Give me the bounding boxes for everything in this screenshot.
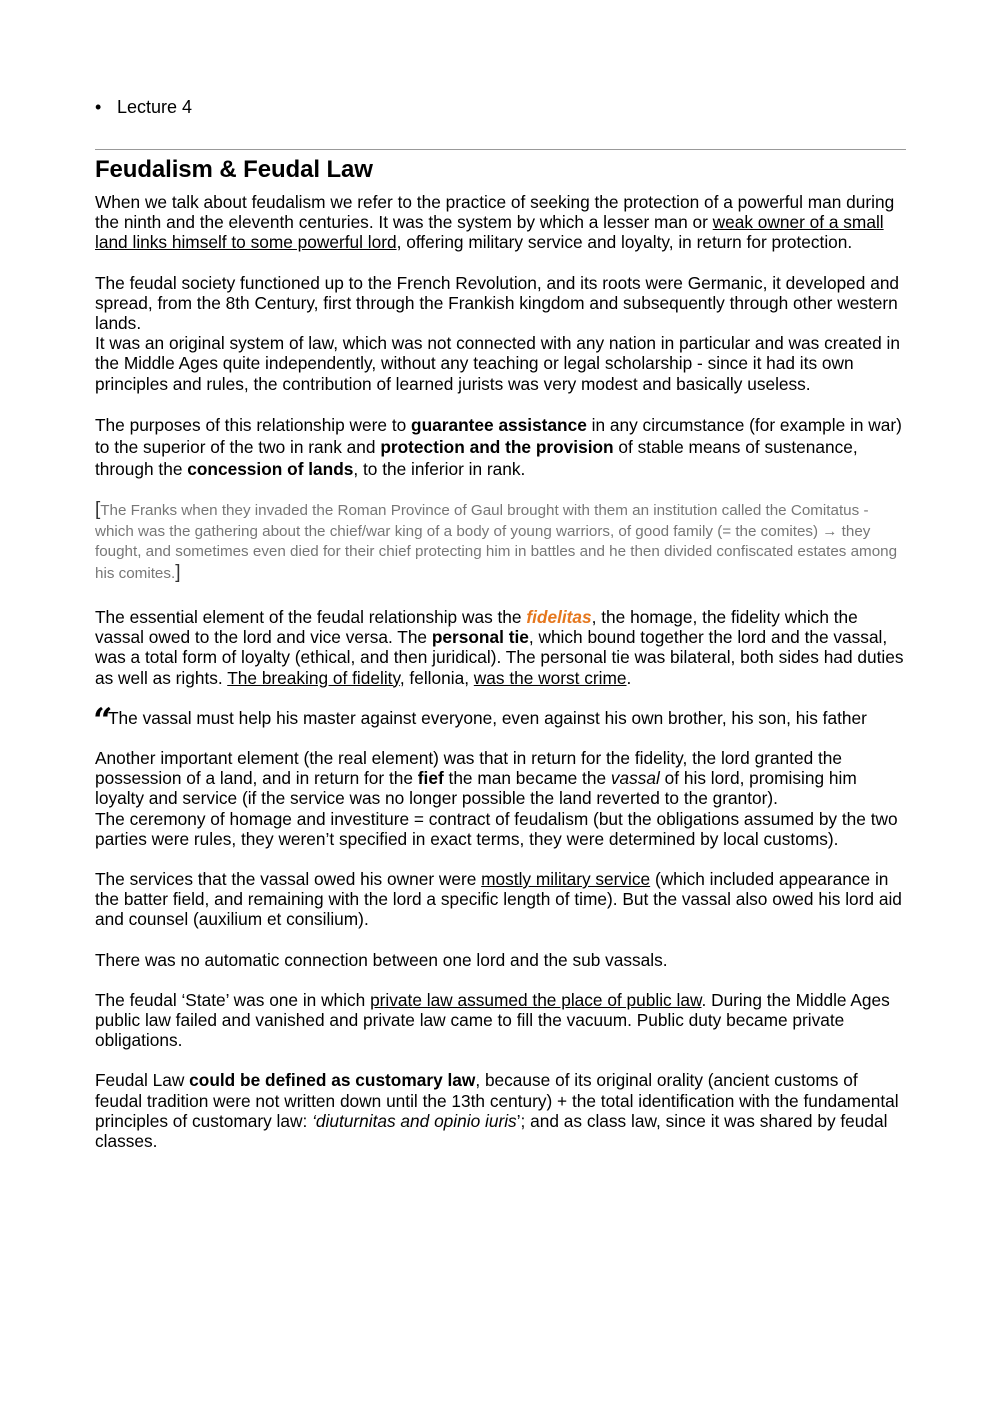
document-body: [95, 192, 906, 1171]
paragraph-8: [95, 990, 906, 1051]
text-span: .: [626, 667, 632, 688]
underlined-text: was the worst crime: [473, 667, 627, 688]
bold-text: protection and the provision: [380, 436, 614, 457]
note-text: The Franks when they invaded the Roman Province of Gaul brought with them an institution called the Comitatus - which was the gathering about the chief/war king of a body of young warriors, of good family (= the comites) → they fought, and sometimes even died for their chief protecting him in battles and he then divided confiscated estates among his comites.: [95, 501, 898, 583]
text-span: , which bound together the lord and the vassal, was a total form of loyalty (ethical, and then juridical). The personal tie was bilateral, both sides had duties as well as rights.: [95, 627, 904, 688]
horizontal-divider: [95, 149, 906, 150]
bullet-icon: •: [95, 97, 102, 117]
bold-text: personal tie: [431, 627, 529, 648]
text-span: Feudal Law: [95, 1070, 190, 1091]
text-span: , offering military service and loyalty, in return for protection.: [396, 232, 853, 253]
bold-text: guarantee assistance: [411, 414, 587, 435]
underlined-text: The breaking of fidelity: [227, 667, 400, 688]
open-bracket: [: [95, 498, 101, 520]
text-span: , fellonia,: [399, 667, 474, 688]
italic-text: vassal: [610, 768, 660, 789]
comitatus-note: [95, 500, 906, 585]
text-span: (which included appearance in the batter field, and remaining with the lord a specific length of time). But the vassal also owed his lord aid and counsel (auxilium et consilium).: [95, 869, 902, 930]
paragraph-9: [95, 1070, 906, 1151]
paragraph-4: [95, 607, 906, 688]
close-bracket: ]: [175, 562, 181, 584]
text-span: , the homage, the fidelity which the vassal owed to the lord and vice versa. The: [95, 607, 858, 648]
text-span: The feudal ‘State’ was one in which: [95, 989, 371, 1010]
paragraph-6: [95, 869, 906, 930]
quote-mark-icon: “: [93, 700, 113, 741]
text-span: The essential element of the feudal relationship was the: [95, 607, 527, 628]
block-quote: [93, 700, 906, 741]
paragraph-7: There was no automatic connection between one lord and the sub vassals.: [95, 949, 668, 970]
quote-text: The vassal must help his master against everyone, even against his own brother, his son, his father: [108, 707, 867, 728]
bold-text: concession of lands: [187, 458, 354, 479]
text-span: of stable means of sustenance, through the: [95, 436, 858, 479]
paragraph-2b: It was an original system of law, which was not connected with any nation in particular and was created in the Middle Ages quite independently, without any teaching or legal scholarship - since it had its own principles and rules, the contribution of learned jurists was very modest and basically useless.: [95, 333, 900, 394]
text-span: of his lord, promising him loyalty and service (if the service was no longer possible the land reverted to the grantor).: [95, 768, 857, 809]
bold-text: could be defined as customary law: [189, 1070, 476, 1091]
text-span: . During the Middle Ages public law failed and vanished and private law came to fill the vacuum. Public duty became private obligations.: [95, 989, 890, 1051]
italic-text: ‘diuturnitas and opinio iuris: [312, 1110, 517, 1131]
text-span: , to the inferior in rank.: [353, 458, 526, 479]
text-span: in any circumstance (for example in war) to the superior of the two in rank and: [95, 414, 902, 457]
highlighted-term: fidelitas: [526, 607, 592, 628]
text-span: The purposes of this relationship were to: [95, 414, 412, 435]
text-span: , because of its original orality (ancient customs of feudal tradition were not written down until the 13th century) + the total identification with the fundamental principles of customary law:: [95, 1070, 899, 1131]
text-span: When we talk about feudalism we refer to the practice of seeking the protection of a powerful man during the ninth and the eleventh centuries. It was the system by which a lesser man or: [95, 192, 895, 233]
lecture-bullet: [95, 96, 192, 118]
paragraph-3: [95, 414, 906, 480]
text-span: the man became the: [443, 768, 611, 789]
text-span: The services that the vassal owed his owner were: [95, 869, 482, 890]
text-span: Another important element (the real element) was that in return for the fidelity, the lord granted the possession of a land, and in return for the: [95, 748, 843, 789]
paragraph-5b: The ceremony of homage and investiture = contract of feudalism (but the obligations assumed by the two parties were rules, they weren’t specified in exact terms, they were determined by local customs).: [95, 808, 898, 849]
paragraph-2a: The feudal society functioned up to the French Revolution, and its roots were Germanic, it developed and spread, from the 8th Century, first through the Frankish kingdom and subsequently through other western lands.: [95, 272, 900, 334]
underlined-text: mostly military service: [481, 869, 651, 890]
lecture-label: Lecture 4: [117, 97, 193, 117]
page-title: Feudalism & Feudal Law: [95, 156, 373, 183]
bold-text: fief: [417, 768, 444, 789]
underlined-text: private law assumed the place of public law: [370, 989, 702, 1010]
text-span: ’; and as class law, since it was shared by feudal classes.: [95, 1110, 888, 1152]
underlined-text: weak owner of a small land links himself to some powerful lord: [95, 212, 884, 253]
paragraph-5a: [95, 748, 906, 809]
paragraph-1: [95, 192, 906, 253]
